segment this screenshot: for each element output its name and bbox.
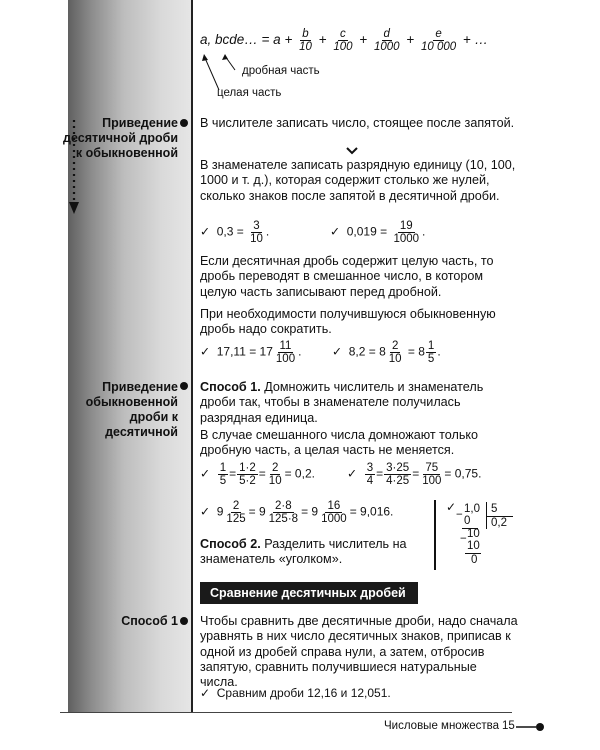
sec1-p3: Если десятичная дробь содержит целую часть, то дробь переводят в смешанное число, в котором целую часть записывают перед дробной. [200, 254, 494, 299]
frac-den: 100 [333, 41, 353, 53]
example-1-5: ✓ $\frac{1}{5}$ = $\frac{1\cdot 2}{5\cdot 2}$ = $\frac{2}{10}$ = 0,2. [200, 462, 315, 487]
plus-sign: + [406, 32, 415, 48]
frac-den: 5 [219, 475, 227, 487]
formula-lhs: a, bcde… = [200, 32, 274, 48]
ex-whole: 9 [216, 504, 224, 519]
frac-num: c [340, 28, 346, 40]
minus-sign: − [460, 533, 467, 545]
dividend: 1,0 [464, 503, 480, 515]
frac-den: 100 [275, 353, 296, 365]
frac-den: 4 [366, 475, 374, 487]
minus-sign: − [456, 509, 463, 521]
frac-den: 10 [299, 41, 312, 53]
frac-den: 10 000 [420, 41, 457, 53]
sec1-p1: В числителе записать число, стоящее после запятой. [200, 116, 515, 130]
section-header-compare-decimals: Сравнение десятичных дробей [200, 582, 418, 604]
way1-label: Способ 1. [200, 380, 261, 394]
example-0-019 [330, 220, 425, 245]
frac-num: 1·2 [239, 462, 256, 474]
plus-sign: + [359, 32, 368, 48]
ex-end: . [422, 224, 426, 239]
frac-den: 10 [250, 233, 263, 245]
side-heading-way1: Способ 1 [121, 614, 178, 628]
frac-den: 125·8 [268, 513, 299, 525]
frac-num: 3 [366, 462, 374, 474]
frac-num: 2 [232, 500, 240, 512]
margin-shade [68, 0, 192, 712]
frac-num: 3·25 [386, 462, 410, 474]
ex-end: = 9,016. [349, 504, 394, 519]
frac-den: 1000 [393, 233, 420, 245]
check-icon: ✓ [330, 224, 341, 239]
dotted-arrow-icon [69, 118, 79, 218]
footer-title: Числовые множества [384, 720, 500, 732]
check-icon: ✓ [200, 504, 211, 519]
compare-paragraph: Чтобы сравнить две десятичные дроби, надо сначала уравнять в них число десятичных знаков, приписав к одной из дробей справа нули, а затем, отбросив запятую, сравнить получившиеся натуральные числа. [200, 614, 518, 690]
label-fraction-part: дробная часть [242, 65, 320, 77]
plus-sign: + [318, 32, 327, 48]
example-9-2-125: ✓ 9 $\frac{2}{125}$ = 9 $\frac{2\cdot 8}{125\cdot 8}$ = 9 $\frac{16}{1000}$ = 9,016. [200, 500, 394, 525]
division-vertical-rule [434, 500, 436, 570]
frac-num: 2 [271, 462, 279, 474]
bullet-dot-icon [180, 617, 188, 625]
check-icon: ✓ [347, 466, 358, 481]
ex-mid: = 8 [407, 344, 425, 359]
ex-end: = 0,2. [284, 466, 315, 481]
way2-text: Разделить числитель на знаменатель «уголком». [200, 537, 407, 567]
frac-num: 11 [279, 340, 292, 352]
ex-whole: 9 [258, 504, 266, 519]
chevron-down-icon [346, 147, 358, 155]
footer-dot-arrow-icon [516, 722, 546, 732]
frac-num: 2 [391, 340, 399, 352]
frac-num: 3 [253, 220, 260, 232]
plus-sign: + [284, 32, 293, 48]
frac-num: 1 [427, 340, 435, 352]
frac-den: 125 [226, 513, 246, 525]
bullet-dot-icon [180, 119, 188, 127]
formula-a: a [273, 32, 281, 48]
quotient: 0,2 [491, 517, 507, 529]
example-3-4: ✓ $\frac{3}{4}$ = $\frac{3\cdot 25}{4\cdot 25}$ = $\frac{75}{100}$ = 0,75. [347, 462, 482, 487]
page-number: 15 [502, 720, 515, 732]
compare-example [200, 686, 391, 700]
subtrahend-1: 0 [464, 515, 471, 527]
ex-lhs: 17,11 = 17 [216, 344, 273, 359]
frac-num: e [435, 28, 442, 40]
example-8-2 [332, 340, 441, 365]
ex-lhs: 8,2 = 8 [348, 344, 386, 359]
ex-end: . [437, 344, 441, 359]
frac-den: 5 [427, 353, 435, 365]
frac-num: b [302, 28, 309, 40]
subtrahend-2: 10 [467, 540, 480, 552]
frac-den: 100 [422, 475, 442, 487]
frac-den: 1000 [321, 513, 347, 525]
divisor: 5 [491, 503, 498, 515]
check-icon: ✓ [200, 466, 211, 481]
long-division [456, 500, 536, 570]
remainder-final: 0 [471, 554, 478, 566]
ex-lhs: 0,3 = [216, 224, 244, 239]
frac-num: d [383, 28, 390, 40]
check-icon: ✓ [332, 344, 343, 359]
sec1-p2: В знаменателе записать разрядную единицу (10, 100, 1000 и т. д.), которая содержит столько же нулей, сколько знаков после запятой в десятичной дроби. [200, 158, 516, 203]
compare-example-text: Сравним дроби 12,16 и 12,051. [216, 686, 391, 700]
sec1-p4: При необходимости получившуюся обыкновенную дробь надо сократить. [200, 307, 496, 337]
label-integer-part: целая часть [217, 87, 282, 99]
frac-den: 10 [268, 475, 282, 487]
check-icon: ✓ [200, 686, 211, 700]
way2-paragraph [200, 537, 428, 568]
frac-den: 5·2 [239, 475, 256, 487]
mixed-number-note: В случае смешанного числа домножают только дробную часть, а целая часть не меняется. [200, 428, 479, 458]
way2-label: Способ 2. [200, 537, 261, 551]
check-icon: ✓ [200, 224, 211, 239]
ex-whole: 9 [311, 504, 319, 519]
ex-lhs: 0,019 = [346, 224, 388, 239]
check-icon: ✓ [446, 500, 457, 514]
side-heading-common-to-dec: Приведение обыкновенной дроби к десятичной [85, 380, 178, 439]
remainder-1: 10 [467, 528, 480, 540]
frac-num: 16 [327, 500, 341, 512]
frac-num: 2·8 [275, 500, 292, 512]
side-heading-dec-to-common: Приведение десятичной дроби к обыкновенной [63, 116, 178, 160]
ex-end: . [298, 344, 302, 359]
ex-end: . [265, 224, 270, 239]
frac-num: 1 [219, 462, 227, 474]
footer-rule [60, 712, 512, 713]
frac-num: 75 [425, 462, 439, 474]
frac-den: 4·25 [386, 475, 410, 487]
frac-den: 1000 [373, 41, 400, 53]
example-0-3 [200, 220, 269, 245]
ex-end: = 0,75. [444, 466, 482, 481]
frac-num: 19 [399, 220, 413, 232]
margin-rule [191, 0, 193, 712]
formula-tail: + … [462, 32, 489, 48]
example-17-11 [200, 340, 301, 365]
way1-text: Домножить числитель и знаменатель дроби так, чтобы в знаменателе получилась разрядная единица. [200, 380, 484, 425]
way1-paragraph [200, 380, 518, 426]
check-icon: ✓ [200, 344, 211, 359]
frac-den: 10 [388, 353, 402, 365]
bullet-dot-icon [180, 382, 188, 390]
